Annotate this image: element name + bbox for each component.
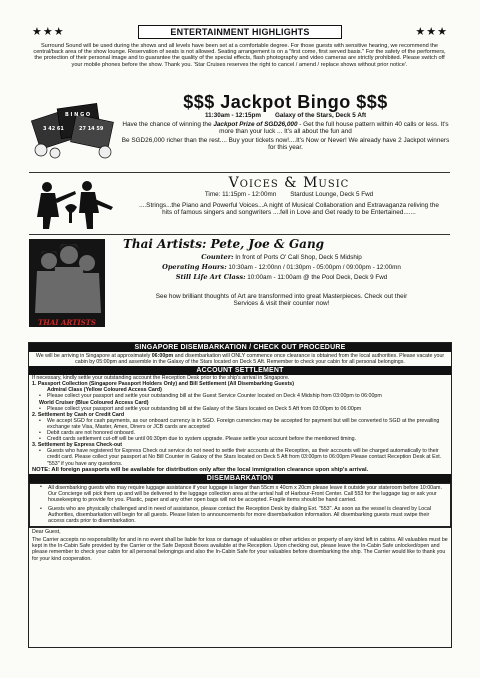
passport-note: NOTE: All foreign passports will be available for distribution only after the local immigration clearance upon ship's arrival. [32,466,369,473]
bingo-time: 11:30am - 12:15pm [204,112,261,119]
hours-value: 10:30am - 12:00nn / 01:30pm - 05:00pm / 09:00pm - 12:00mn [228,264,401,271]
disembarkation-procedure [28,342,452,648]
thai-description: See how brilliant thoughts of Art are transformed into great Masterpieces. Check out their Services & visit their counter now! [155,293,408,307]
bingo-event [29,92,450,168]
luggage-assistance-text: • All disembarking guests who may require luggage assistance if your luggage is larger than 55cm x 40cm x 20cm please leave it outside your stateroom before 10:00am. Our Concierge will pick them up and will be delivered to the luggage collection area at the arrival hall of Harbour-Front Center. Call 553 for the luggage tag or ask your housekeeping to provide for you. Plastic, paper and any other open bags will not be accepted. Fragile items should be hand carried. [30,484,450,503]
dear-guest: Dear Guest, [32,529,61,536]
thai-hours [113,263,450,273]
divider [29,234,450,235]
hours-label: Operating Hours: [162,263,227,271]
cash-currency-note: • We accept SGD for cash payments, as our onboard currency is in SGD. Foreign currencies may be accepted for payment but will be converted to SGD at the prevailing exchange rate Visa, Master, Amex, Diners or JCB cards are accepted [29,418,451,430]
bingo-prize-amount: Jackpot Prize of SGD26,000 [213,121,298,128]
divider [29,172,450,173]
world-cruiser-label: World Cruiser (Blue Coloured Access Card) [39,399,149,406]
thai-artists-photo [29,239,105,327]
account-heading: ACCOUNT SETTLEMENT [29,366,451,375]
bingo-prize-rest: - Get the full house pattern within 40 calls or less. It's more than your luck ... It's all about the fun and [219,121,449,135]
bingo-prize-lead: Have the chance of winning the [122,121,214,128]
item-express-checkout: 3. Settlement by Express Check-out [32,442,123,449]
intro-lead: We will be arriving in Singapore at approximately [35,353,152,359]
carrier-liability-text: The Carrier accepts no responsibility for and in no event shall be liable for loss or damage of valuables or other articles or property of any kind left in cabins. All valuables must be kept in the In-Cabin Safe provided by the Carrier or the Safe Deposit Boxes available at the Reception. Upon checking out, please leave the In-Cabin Safe unlocked/open and please remember to check your cabin for all personal belongings and also the In-Cabin Safe for your valuables before disembarking the ship. The Carrier would like to thank you for your kind cooperation. [32,537,448,562]
thai-title: Thai Artists: Pete, Joe & Gang [123,237,325,251]
voices-time: Time: 11:15pm - 12:00mn [204,191,277,198]
stars-left-icon: ★★★ [32,26,65,38]
voices-title: Voices & Music [228,175,350,191]
voices-schedule [139,191,439,199]
disembarkation-heading: DISEMBARKATION [29,474,451,483]
disembarkation-box [29,483,451,528]
still-life-value: 10:00am - 11:00am @ the Pool Deck, Deck 9 Fwd [247,274,388,281]
procedure-intro [29,353,451,365]
bingo-cards-icon [29,96,117,160]
admiral-class-label: Admiral Class (Yellow Coloured Access Card) [47,387,162,394]
voices-description: ....Strings...the Piano and Powerful Voices...A night of Musical Collaboration and Extravaganza reliving the hits of famous singers and songwriters ....fell in Love and Get ready to be Entertained....... [139,202,439,216]
stars-right-icon: ★★★ [415,26,448,38]
credit-cutoff-note: • Credit cards settlement cut-off will be until 06:30pm due to system upgrade. Please settle your account before the mentioned timing. [29,436,451,442]
musicians-silhouette-icon [29,177,117,231]
bingo-cta: Be SGD26,000 richer than the rest.... Buy your tickets now!....It's Now or Never! We already have 2 Jackpot winners for this year. [121,137,450,151]
bingo-venue: Galaxy of the Stars, Deck 5 Aft [274,112,367,119]
artists-silhouette-icon [29,239,105,313]
account-intro: If necessary, kindly settle your outstanding account the Reception Desk prior to the ship's arrival in Singapore. [32,375,290,382]
thai-artists-event [29,237,450,333]
entertainment-header [28,25,452,39]
admiral-class-text: • Please collect your passport and settle your outstanding bill at the Guest Service Counter located on Deck 4 Midship from 03:00pm to 06:00pm [29,393,451,399]
bingo-prize-text [121,121,450,135]
intro-rest: and disembarkation will ONLY commence once clearance is obtained from the local authorities. Please vacate your cabin by 05:00pm and assemble in the Galaxy of the Stars located on Deck 5 Aft. Remember to check your cabin for all personal belongings. [75,353,445,366]
special-assistance-text: • Guests who are physically challenged and in need of assistance, please contact the Reception Desk by dialing Ext. "553". As soon as the vessel is cleared by Local Authorities, disembarkation will begin for all guests. Please listen to announcements for more disembarkation information. All disembarking guests must swipe their access cards prior to disembarkation. [30,506,450,526]
voices-event [29,175,450,233]
svg-text:27 14 59: 27 14 59 [79,126,104,132]
carrier-notice [29,527,451,561]
thai-counter [113,253,450,263]
debit-card-note: • Debit cards are not honored onboard. [29,430,451,436]
item-cash-credit: 2. Settlement by Cash or Credit Card [32,411,125,418]
item-passport-collection: 1. Passport Collection (Singapore Passport Holders Only) and Bill Settlement (All Disembarking Guests) [32,381,294,388]
voices-details [139,175,439,216]
arrival-time: 06:00pm [151,353,174,359]
thai-artists-caption: THAI ARTISTS [38,318,96,327]
still-life-label: Still Life Art Class: [175,273,246,281]
express-checkout-text: • Guests who have registered for Express Check out service do not need to settle their accounts at the Reception, as their accounts will be charged automatically to their credit card. Please collect your passport at No Bill Counter in Galaxy of the Stars located on Deck 5 Aft from 03:00pm to 06:00pm Please contact Reception Desk at Ext. "553" if you have any questions. [29,448,451,466]
voices-venue: Stardust Lounge, Deck 5 Fwd [290,191,374,198]
bingo-title: $$$ Jackpot Bingo $$$ [183,92,388,112]
thai-still-life [113,273,450,283]
bingo-details [121,92,450,151]
section-title: ENTERTAINMENT HIGHLIGHTS [138,25,342,39]
world-cruiser-text: • Please collect your passport and settle your outstanding bill at the Galaxy of the Stars located on Deck 5 Aft from 03:00pm to 06:00pm [29,406,451,412]
bingo-schedule [121,112,450,120]
counter-label: Counter: [201,253,234,261]
svg-text:3 42 61: 3 42 61 [43,126,64,132]
svg-text:B I N G O: B I N G O [65,112,91,118]
entertainment-intro: Surround Sound will be used during the shows and all levels have been set at a comfortable degree. For those guests with sensitive hearing, we recommend the central/back area of the show lounge. Reservation of seats is not allowed. Seating arrangement is on a "first come, first served basis." For the safety of the performers, the protection of their personal image and to guarantee the quality of the special effects, flash photography and video cameras are strictly prohibited. Please switch off your mobile phones before the show. Thank you. 'Star Cruises reserves the right to cancel / amend / replace shows without prior notice'. [33,43,446,68]
procedure-heading: SINGAPORE DISEMBARKATION / CHECK OUT PROCEDURE [29,343,451,352]
counter-value: In front of Ports O' Call Shop, Deck 5 Midship [235,254,362,261]
thai-details [113,237,450,307]
